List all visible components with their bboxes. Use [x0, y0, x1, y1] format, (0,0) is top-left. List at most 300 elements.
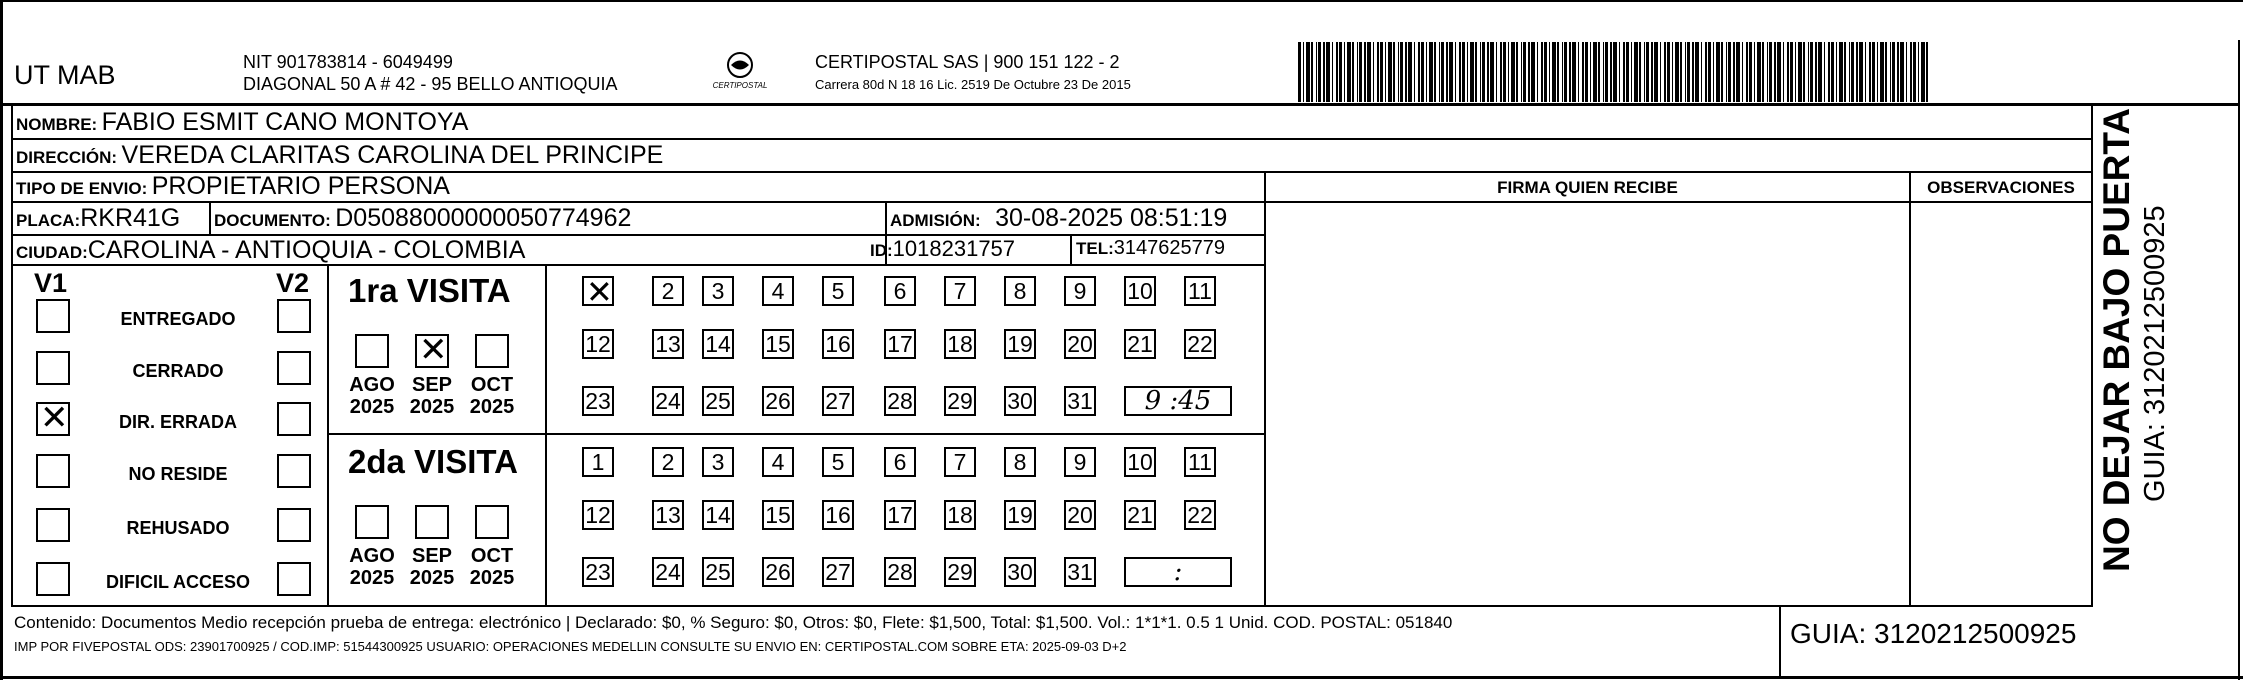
barcode-bar — [1926, 42, 1928, 102]
day-box[interactable]: 22 — [1184, 500, 1216, 530]
side-text — [2095, 108, 2241, 572]
day-box[interactable]: 25 — [702, 557, 734, 587]
day-box[interactable]: 20 — [1064, 329, 1096, 359]
barcode-bar — [1455, 42, 1456, 102]
month-checkbox[interactable] — [475, 334, 509, 368]
day-box[interactable]: 3 — [702, 276, 734, 306]
status-option-label: CERRADO — [132, 361, 224, 381]
barcode-bar — [1511, 42, 1515, 102]
status-option-label: ENTREGADO — [120, 309, 236, 329]
footer-guia: GUIA: 3120212500925 — [1790, 618, 2077, 649]
v2-checkbox[interactable] — [277, 454, 311, 488]
day-box[interactable]: 18 — [944, 500, 976, 530]
barcode-bar — [1728, 42, 1731, 102]
barcode-bar — [1667, 42, 1670, 102]
city-value: CAROLINA - ANTIOQUIA - COLOMBIA — [87, 236, 526, 264]
id-label: ID: — [870, 241, 893, 260]
barcode-bar — [1508, 42, 1509, 102]
day-box[interactable]: 21 — [1124, 329, 1156, 359]
day-box[interactable]: 31 — [1064, 386, 1096, 416]
barcode-bar — [1467, 42, 1468, 102]
barcode-bar — [1859, 42, 1863, 102]
month-checkbox[interactable] — [355, 505, 389, 539]
company-nit: NIT 901783814 - 6049499 — [243, 52, 453, 72]
barcode-bar — [1380, 42, 1383, 102]
barcode-bar — [1446, 42, 1448, 102]
day-box[interactable]: 27 — [822, 386, 854, 416]
v2-checkbox[interactable] — [277, 508, 311, 542]
barcode-bar — [1844, 42, 1846, 102]
month-label: SEP — [411, 374, 453, 396]
barcode-bar — [1449, 42, 1453, 102]
time-box[interactable]: : — [1124, 557, 1232, 587]
barcode-bar — [1672, 42, 1673, 102]
barcode-bar — [1783, 42, 1784, 102]
v2-checkbox[interactable] — [277, 299, 311, 333]
side-guia: GUIA: 3120212500925 — [2139, 205, 2171, 502]
v1-checkbox[interactable] — [36, 402, 70, 436]
tel-label: TEL: — [1076, 239, 1114, 258]
barcode-bar — [1470, 42, 1474, 102]
day-box[interactable]: 26 — [762, 557, 794, 587]
barcode-bar — [1441, 42, 1444, 102]
document-value: D05088000000050774962 — [335, 204, 632, 232]
barcode-bar — [1810, 42, 1813, 102]
day-box[interactable]: 19 — [1004, 500, 1036, 530]
visit-section-divider — [545, 264, 547, 607]
month-label: OCT — [470, 545, 514, 567]
barcode-bar — [1713, 42, 1714, 102]
barcode-bar — [1701, 42, 1702, 102]
year-label: 2025 — [469, 567, 515, 589]
day-box[interactable]: 31 — [1064, 557, 1096, 587]
v2-checkbox[interactable] — [277, 351, 311, 385]
barcode-bar — [1400, 42, 1403, 102]
address-label: DIRECCIÓN: — [16, 148, 118, 167]
barcode-bar — [1849, 42, 1850, 102]
barcode-bar — [1749, 42, 1752, 102]
barcode-bar — [1708, 42, 1711, 102]
day-box[interactable]: 23 — [582, 386, 614, 416]
v-section-divider — [327, 264, 329, 607]
barcode-bar — [1795, 42, 1796, 102]
barcode-bar — [1405, 42, 1407, 102]
day-box[interactable]: 23 — [582, 557, 614, 587]
day-box[interactable]: 24 — [652, 557, 684, 587]
courier-name: CERTIPOSTAL SAS | 900 151 122 - 2 — [815, 52, 1120, 72]
footer-guia-divider — [1779, 607, 1781, 677]
barcode-bar — [1344, 42, 1345, 102]
barcode-bar — [1434, 42, 1436, 102]
v2-checkbox[interactable] — [277, 562, 311, 596]
plate-label: PLACA: — [16, 211, 81, 230]
day-box[interactable]: 18 — [944, 329, 976, 359]
day-box[interactable]: 17 — [884, 329, 916, 359]
day-box[interactable]: 8 — [1004, 276, 1036, 306]
barcode-bar — [1757, 42, 1761, 102]
id-value: 1018231757 — [892, 236, 1016, 261]
barcode-bar — [1569, 42, 1571, 102]
barcode-bar — [1726, 42, 1727, 102]
barcode-bar — [1541, 42, 1543, 102]
day-box[interactable]: 26 — [762, 386, 794, 416]
day-box[interactable]: 21 — [1124, 500, 1156, 530]
footer-imp: IMP POR FIVEPOSTAL ODS: 23901700925 / COD.IMP: 51544300925 USUARIO: OPERACIONES MEDELLIN CONSULTE SU ENVIO EN: CERTIPOSTAL.COM SOBRE ETA: 2025-09-03 D+2 — [14, 639, 1127, 654]
barcode-bar — [1311, 42, 1313, 102]
v1-checkbox[interactable] — [36, 351, 70, 385]
footer-content: Contenido: Documentos Medio recepción prueba de entrega: electrónico | Declarado: $0, % Seguro: $0, Otros: $0, Flete: $1,500, Total: $1,500. Vol.: 1*1*1. 0.5 1 Unid. COD. POSTAL: 051840 — [14, 613, 1453, 632]
day-box[interactable]: 6 — [884, 447, 916, 477]
admission-field — [890, 204, 1227, 233]
address-row — [16, 141, 663, 170]
barcode-bar — [1521, 42, 1522, 102]
barcode-bar — [1831, 42, 1834, 102]
month-label: AGO — [349, 374, 395, 396]
barcode-bar — [1549, 42, 1550, 102]
tel-field — [1076, 237, 1225, 260]
barcode-bar — [1692, 42, 1694, 102]
barcode-bar — [1913, 42, 1916, 102]
plate-value: RKR41G — [80, 204, 181, 232]
day-box[interactable]: 14 — [702, 329, 734, 359]
barcode-bar — [1619, 42, 1620, 102]
day-box[interactable]: 1 — [582, 447, 614, 477]
status-option-label: NO RESIDE — [128, 464, 228, 484]
barcode-bar — [1316, 42, 1317, 102]
bottom-border — [0, 676, 2243, 679]
day-box[interactable]: 14 — [702, 500, 734, 530]
day-box[interactable]: 8 — [1004, 447, 1036, 477]
day-box[interactable]: 9 — [1064, 447, 1096, 477]
day-box[interactable]: 7 — [944, 276, 976, 306]
barcode-bar — [1664, 42, 1666, 102]
day-box[interactable]: 30 — [1004, 557, 1036, 587]
day-box[interactable]: 4 — [762, 447, 794, 477]
top-border — [0, 0, 2243, 2]
day-box[interactable]: 16 — [822, 329, 854, 359]
day-box[interactable]: 29 — [944, 386, 976, 416]
day-box[interactable]: 10 — [1124, 276, 1156, 306]
day-box[interactable]: 16 — [822, 500, 854, 530]
barcode-bar — [1564, 42, 1567, 102]
visit-mid-line — [327, 433, 1265, 435]
barcode-bar — [1429, 42, 1433, 102]
day-box[interactable]: 15 — [762, 500, 794, 530]
barcode-bar — [1651, 42, 1653, 102]
barcode-bar — [1482, 42, 1485, 102]
day-box[interactable]: 3 — [702, 447, 734, 477]
barcode-bar — [1824, 42, 1825, 102]
barcode-bar — [1803, 42, 1805, 102]
barcode-bar — [1687, 42, 1690, 102]
type-row — [16, 172, 450, 201]
recipient-name: FABIO ESMIT CANO MONTOYA — [101, 108, 469, 136]
day-box[interactable]: 12 — [582, 500, 614, 530]
day-box[interactable]: 4 — [762, 276, 794, 306]
barcode-bar — [1892, 42, 1895, 102]
day-box[interactable]: 5 — [822, 276, 854, 306]
barcode-bar — [1634, 42, 1638, 102]
barcode-bar — [1787, 42, 1789, 102]
year-label: 2025 — [409, 396, 455, 418]
name-row — [16, 108, 468, 137]
month-checkbox[interactable] — [355, 334, 389, 368]
day-box[interactable]: 11 — [1184, 276, 1216, 306]
barcode-bar — [1746, 42, 1748, 102]
barcode-bar — [1644, 42, 1645, 102]
barcode-bar — [1851, 42, 1854, 102]
barcode-bar — [1695, 42, 1699, 102]
barcode-bar — [1393, 42, 1395, 102]
signature-header: FIRMA QUIEN RECIBE — [1497, 178, 1678, 197]
barcode-bar — [1906, 42, 1907, 102]
day-box-marked[interactable] — [582, 274, 614, 310]
recipient-address: VEREDA CLARITAS CAROLINA DEL PRINCIPE — [121, 141, 664, 169]
name-label: NOMBRE: — [16, 115, 98, 134]
type-label: TIPO DE ENVIO: — [16, 179, 148, 198]
barcode-bar — [1388, 42, 1392, 102]
barcode-bar — [1367, 42, 1371, 102]
barcode-bar — [1716, 42, 1720, 102]
year-label: 2025 — [469, 396, 515, 418]
v2-checkbox[interactable] — [277, 402, 311, 436]
barcode-bar — [1306, 42, 1310, 102]
barcode-bar — [1798, 42, 1802, 102]
tel-divider — [1070, 236, 1072, 265]
v2-label: V2 — [276, 268, 310, 298]
day-mark-x: ✕ — [586, 274, 613, 310]
barcode-bar — [1516, 42, 1518, 102]
barcode-bar — [1326, 42, 1330, 102]
logo-icon — [705, 48, 775, 98]
day-box[interactable]: 28 — [884, 557, 916, 587]
barcode-bar — [1552, 42, 1556, 102]
barcode-bar — [1790, 42, 1793, 102]
month-checkbox[interactable] — [415, 334, 449, 368]
barcode-bar — [1414, 42, 1415, 102]
left-border — [0, 0, 3, 680]
barcode-bar — [1754, 42, 1755, 102]
day-box[interactable]: 7 — [944, 447, 976, 477]
document-label: DOCUMENTO: — [214, 211, 331, 230]
barcode-bar — [1364, 42, 1366, 102]
day-box[interactable]: 22 — [1184, 329, 1216, 359]
admission-label: ADMISIÓN: — [890, 211, 981, 230]
barcode-bar — [1298, 42, 1301, 102]
barcode-bar — [1557, 42, 1559, 102]
barcode-bar — [1774, 42, 1776, 102]
barcode-bar — [1890, 42, 1891, 102]
day-box[interactable]: 2 — [652, 447, 684, 477]
day-box[interactable]: 2 — [652, 276, 684, 306]
day-box[interactable]: 25 — [702, 386, 734, 416]
no-dejar-warning: NO DEJAR BAJO PUERTA — [2096, 108, 2137, 572]
company-address: DIAGONAL 50 A # 42 - 95 BELLO ANTIOQUIA — [243, 74, 618, 94]
status-option-label: DIR. ERRADA — [118, 412, 237, 432]
barcode-bar — [1680, 42, 1682, 102]
city-label: CIUDAD: — [16, 243, 88, 262]
barcode-bar — [1603, 42, 1604, 102]
barcode-bar — [1585, 42, 1588, 102]
barcode-bar — [1500, 42, 1502, 102]
barcode-bar — [1623, 42, 1625, 102]
barcode-bar — [1359, 42, 1362, 102]
v1-checkbox[interactable] — [36, 508, 70, 542]
barcode-bar — [1856, 42, 1858, 102]
barcode-bar — [1660, 42, 1661, 102]
col-line-signature — [1264, 171, 1266, 607]
barcode-bar — [1818, 42, 1822, 102]
barcode-bar — [1523, 42, 1526, 102]
barcode-bar — [1487, 42, 1489, 102]
barcode-bar — [1459, 42, 1461, 102]
barcode-bar — [1921, 42, 1925, 102]
day-box[interactable]: 28 — [884, 386, 916, 416]
v1-checkbox[interactable] — [36, 299, 70, 333]
barcode-bar — [1762, 42, 1764, 102]
barcode-bar — [1900, 42, 1904, 102]
barcode-bar — [1736, 42, 1740, 102]
year-label: 2025 — [349, 396, 395, 418]
barcode-bar — [1352, 42, 1354, 102]
barcode-bar — [1880, 42, 1884, 102]
col-line-observations — [1909, 171, 1911, 607]
barcode-bar — [1531, 42, 1535, 102]
day-box[interactable]: 11 — [1184, 447, 1216, 477]
day-box[interactable]: 9 — [1064, 276, 1096, 306]
barcode-bar — [1639, 42, 1641, 102]
main-left — [11, 104, 13, 607]
barcode-bar — [1654, 42, 1658, 102]
barcode-bar — [1562, 42, 1563, 102]
city-field — [16, 236, 525, 265]
barcode-bar — [1767, 42, 1768, 102]
barcode-bar — [1503, 42, 1506, 102]
barcode-bar — [1323, 42, 1325, 102]
v1-checkbox[interactable] — [36, 562, 70, 596]
barcode-bar — [1897, 42, 1899, 102]
barcode-bar — [1377, 42, 1379, 102]
month-label: SEP — [411, 545, 453, 567]
barcode-bar — [1865, 42, 1866, 102]
month-label: AGO — [349, 545, 395, 567]
day-box[interactable]: 13 — [652, 500, 684, 530]
courier-license: Carrera 80d N 18 16 Lic. 2519 De Octubre 23 De 2015 — [815, 77, 1131, 92]
main-right — [2091, 104, 2093, 607]
month-label: OCT — [470, 374, 514, 396]
id-field — [870, 236, 1015, 262]
v1-checkbox[interactable] — [36, 454, 70, 488]
barcode-bar — [1593, 42, 1597, 102]
barcode-bar — [1777, 42, 1781, 102]
day-box[interactable]: 29 — [944, 557, 976, 587]
barcode-bar — [1836, 42, 1837, 102]
barcode-bar — [1385, 42, 1386, 102]
barcode-bar — [1537, 42, 1538, 102]
barcode-bar — [1426, 42, 1427, 102]
day-box[interactable]: 10 — [1124, 447, 1156, 477]
barcode-bar — [1885, 42, 1887, 102]
barcode-bar — [1528, 42, 1530, 102]
day-box[interactable]: 24 — [652, 386, 684, 416]
v1-label: V1 — [34, 268, 68, 298]
barcode-bar — [1347, 42, 1351, 102]
observations-header: OBSERVACIONES — [1927, 178, 2075, 197]
barcode-bar — [1685, 42, 1686, 102]
logo-text: CERTIPOSTAL — [712, 81, 768, 90]
barcode-bar — [1918, 42, 1919, 102]
barcode-bar — [1742, 42, 1743, 102]
day-box[interactable]: 13 — [652, 329, 684, 359]
barcode-bar — [1877, 42, 1878, 102]
year-label: 2025 — [349, 567, 395, 589]
day-box[interactable]: 6 — [884, 276, 916, 306]
day-box[interactable]: 17 — [884, 500, 916, 530]
barcode-bar — [1462, 42, 1465, 102]
plate-field — [16, 204, 180, 233]
admission-value: 30-08-2025 08:51:19 — [995, 204, 1228, 232]
barcode-bar — [1733, 42, 1735, 102]
day-box[interactable]: 12 — [582, 329, 614, 359]
barcode-bar — [1303, 42, 1304, 102]
barcode-bar — [1598, 42, 1600, 102]
row-line-3 — [11, 201, 2093, 203]
day-box[interactable]: 27 — [822, 557, 854, 587]
day-box[interactable]: 15 — [762, 329, 794, 359]
visit-title: 2da VISITA — [348, 443, 518, 480]
barcode-bar — [1373, 42, 1374, 102]
barcode-bar — [1357, 42, 1358, 102]
status-option-label: DIFICIL ACCESO — [105, 572, 250, 592]
barcode-bar — [1578, 42, 1579, 102]
barcode-bar — [1572, 42, 1576, 102]
company-name: UT MAB — [14, 60, 116, 90]
barcode-bar — [1675, 42, 1679, 102]
barcode-bar — [1408, 42, 1412, 102]
month-checkbox[interactable] — [475, 505, 509, 539]
barcode-bar — [1418, 42, 1420, 102]
time-box[interactable]: 9 :45 — [1124, 386, 1232, 416]
day-box[interactable]: 30 — [1004, 386, 1036, 416]
barcode-bar — [1613, 42, 1617, 102]
barcode-bar — [1339, 42, 1342, 102]
barcode-bar — [1705, 42, 1707, 102]
status-option-label: REHUSADO — [126, 518, 230, 538]
visit-title: 1ra VISITA — [348, 272, 511, 309]
barcode-bar — [1475, 42, 1477, 102]
barcode-bar — [1721, 42, 1723, 102]
barcode-bar — [1605, 42, 1608, 102]
plate-divider — [209, 203, 211, 234]
barcode-bar — [1332, 42, 1333, 102]
month-checkbox[interactable] — [415, 505, 449, 539]
certipostal-logo — [705, 48, 775, 98]
barcode-bar — [1631, 42, 1632, 102]
barcode-bar — [1646, 42, 1649, 102]
day-box[interactable]: 5 — [822, 447, 854, 477]
barcode-bar — [1626, 42, 1629, 102]
barcode-bar — [1336, 42, 1338, 102]
barcode-bar — [1590, 42, 1591, 102]
barcode-bar — [1490, 42, 1494, 102]
tel-value: 3147625779 — [1113, 237, 1226, 259]
barcode-bar — [1439, 42, 1440, 102]
day-box[interactable]: 20 — [1064, 500, 1096, 530]
shipment-type: PROPIETARIO PERSONA — [151, 172, 450, 200]
barcode-bar — [1480, 42, 1481, 102]
barcode-bar — [1815, 42, 1817, 102]
day-box[interactable]: 19 — [1004, 329, 1036, 359]
